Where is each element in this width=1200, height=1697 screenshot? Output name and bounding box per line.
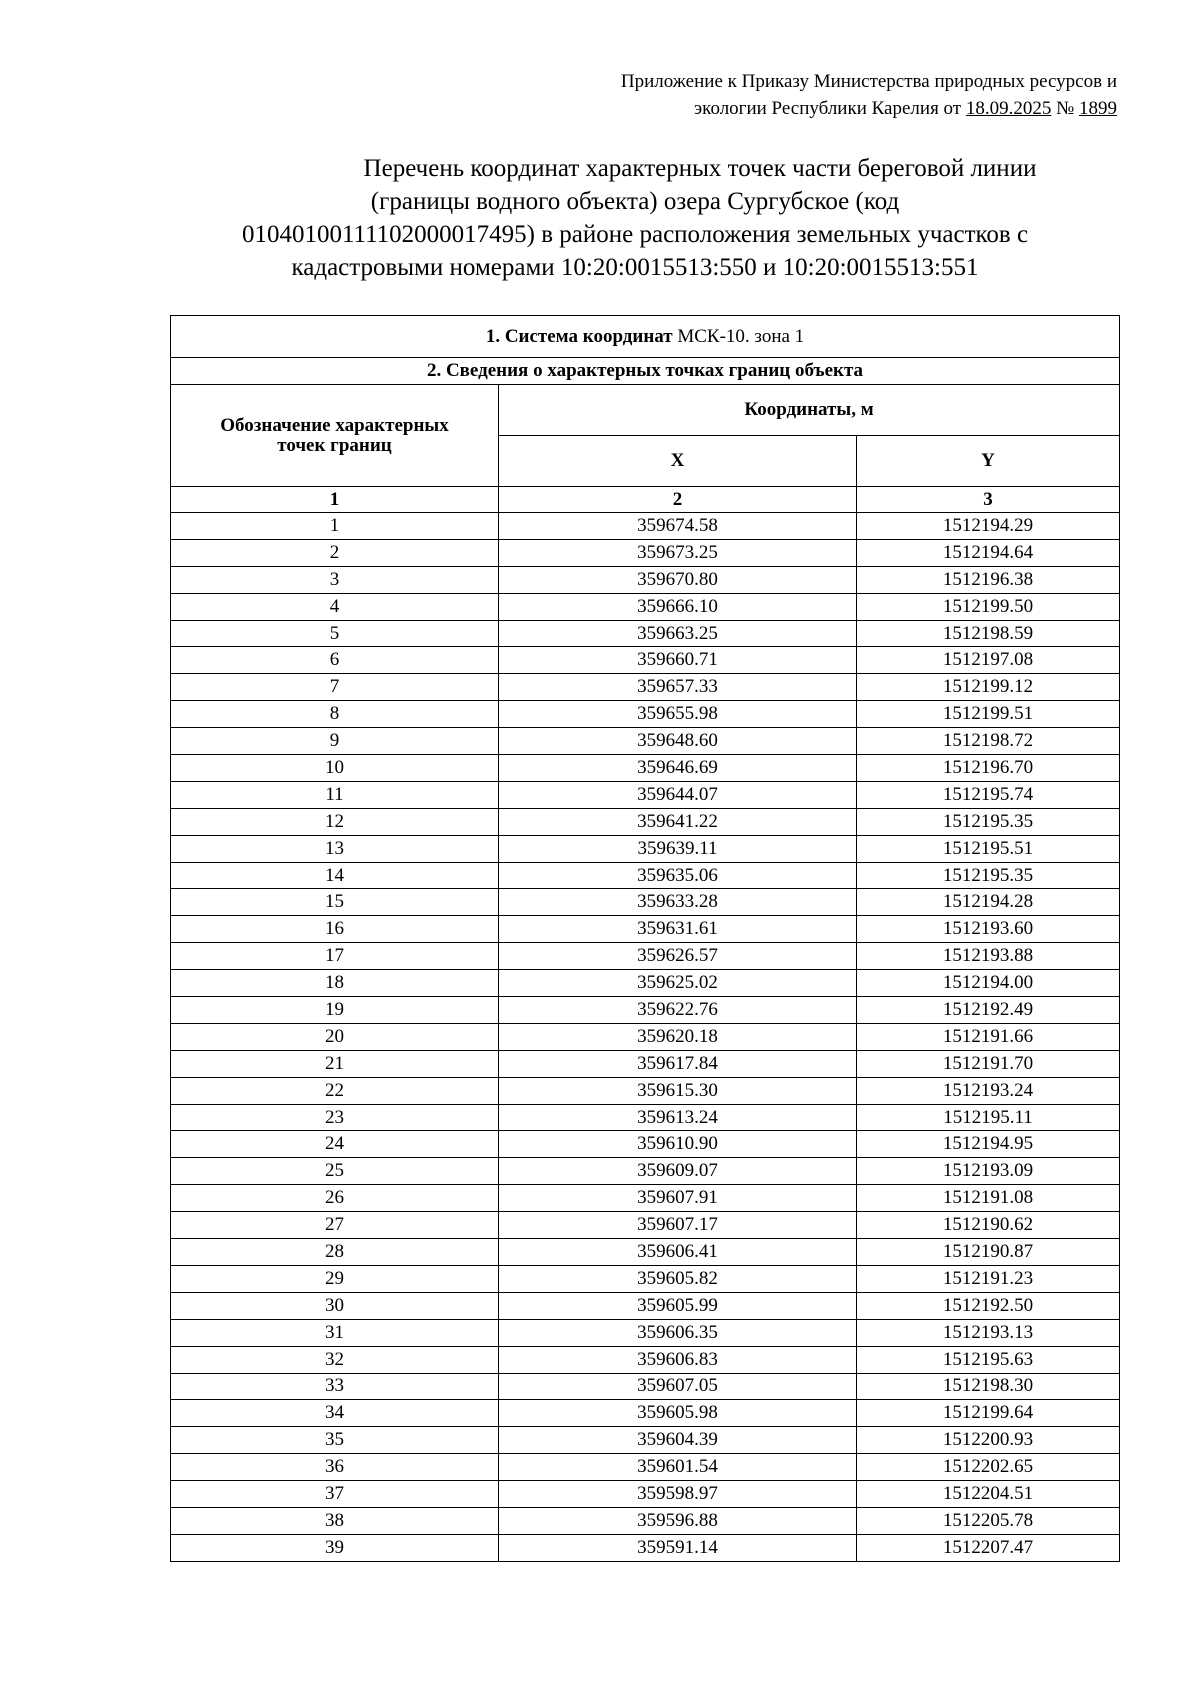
section-title-row: [171, 358, 1120, 385]
point-id-cell: 23: [171, 1104, 499, 1131]
table-row: [171, 1212, 1120, 1239]
table-row: [171, 916, 1120, 943]
x-coordinate-cell: 359609.07: [499, 1158, 857, 1185]
y-coordinate-cell: 1512195.35: [857, 862, 1120, 889]
x-coordinate-cell: 359644.07: [499, 781, 857, 808]
table-row: [171, 997, 1120, 1024]
x-coordinate-cell: 359646.69: [499, 755, 857, 782]
point-id-cell: 24: [171, 1131, 499, 1158]
point-id-cell: 6: [171, 647, 499, 674]
y-coordinate-cell: 1512191.08: [857, 1185, 1120, 1212]
header-y: Y: [857, 436, 1120, 487]
x-coordinate-cell: 359601.54: [499, 1454, 857, 1481]
point-id-cell: 37: [171, 1481, 499, 1508]
table-row: [171, 1400, 1120, 1427]
point-id-cell: 14: [171, 862, 499, 889]
point-id-cell: 17: [171, 943, 499, 970]
y-coordinate-cell: 1512198.30: [857, 1373, 1120, 1400]
coordinate-system-label: 1. Система координат: [485, 325, 673, 347]
y-coordinate-cell: 1512195.74: [857, 781, 1120, 808]
y-coordinate-cell: 1512207.47: [857, 1534, 1120, 1561]
point-id-cell: 21: [171, 1050, 499, 1077]
column-number-2: 2: [499, 487, 857, 513]
x-coordinate-cell: 359631.61: [499, 916, 857, 943]
table-row: [171, 1131, 1120, 1158]
x-coordinate-cell: 359607.91: [499, 1185, 857, 1212]
y-coordinate-cell: 1512191.23: [857, 1265, 1120, 1292]
x-coordinate-cell: 359598.97: [499, 1481, 857, 1508]
x-coordinate-cell: 359633.28: [499, 889, 857, 916]
y-coordinate-cell: 1512194.29: [857, 513, 1120, 540]
y-coordinate-cell: 1512193.88: [857, 943, 1120, 970]
table-row: [171, 1373, 1120, 1400]
x-coordinate-cell: 359635.06: [499, 862, 857, 889]
y-coordinate-cell: 1512194.95: [857, 1131, 1120, 1158]
title-line-4: кадастровыми номерами 10:20:0015513:550 и 10:20:0015513:551: [291, 254, 979, 281]
x-coordinate-cell: 359607.05: [499, 1373, 857, 1400]
table-row: [171, 1050, 1120, 1077]
header-coordinates: Координаты, м: [499, 385, 1120, 436]
header-x: X: [499, 436, 857, 487]
table-row: [171, 1534, 1120, 1561]
section-title: 2. Сведения о характерных точках границ объекта: [171, 358, 1120, 385]
table-row: [171, 1239, 1120, 1266]
y-coordinate-cell: 1512195.63: [857, 1346, 1120, 1373]
y-coordinate-cell: 1512193.09: [857, 1158, 1120, 1185]
table-row: [171, 1481, 1120, 1508]
point-id-cell: 35: [171, 1427, 499, 1454]
table-row: [171, 1265, 1120, 1292]
x-coordinate-cell: 359617.84: [499, 1050, 857, 1077]
point-id-cell: 11: [171, 781, 499, 808]
point-id-cell: 10: [171, 755, 499, 782]
table-row: [171, 620, 1120, 647]
y-coordinate-cell: 1512195.51: [857, 835, 1120, 862]
point-id-cell: 3: [171, 566, 499, 593]
y-coordinate-cell: 1512190.87: [857, 1239, 1120, 1266]
point-id-cell: 1: [171, 513, 499, 540]
table-row: [171, 1158, 1120, 1185]
x-coordinate-cell: 359605.82: [499, 1265, 857, 1292]
y-coordinate-cell: 1512192.50: [857, 1292, 1120, 1319]
number-sign: №: [1051, 98, 1079, 119]
table-row: [171, 513, 1120, 540]
point-id-cell: 5: [171, 620, 499, 647]
table-row: [171, 1507, 1120, 1534]
y-coordinate-cell: 1512191.70: [857, 1050, 1120, 1077]
y-coordinate-cell: 1512199.50: [857, 593, 1120, 620]
point-id-cell: 8: [171, 701, 499, 728]
x-coordinate-cell: 359606.41: [499, 1239, 857, 1266]
y-coordinate-cell: 1512197.08: [857, 647, 1120, 674]
table-row: [171, 1454, 1120, 1481]
table-row: [171, 728, 1120, 755]
point-id-cell: 16: [171, 916, 499, 943]
x-coordinate-cell: 359666.10: [499, 593, 857, 620]
x-coordinate-cell: 359615.30: [499, 1077, 857, 1104]
y-coordinate-cell: 1512202.65: [857, 1454, 1120, 1481]
point-id-cell: 33: [171, 1373, 499, 1400]
point-id-cell: 22: [171, 1077, 499, 1104]
header-point-designation: Обозначение характерных точек границ: [171, 385, 499, 487]
table-row: [171, 566, 1120, 593]
x-coordinate-cell: 359605.98: [499, 1400, 857, 1427]
table-row: [171, 1185, 1120, 1212]
point-id-cell: 29: [171, 1265, 499, 1292]
point-id-cell: 13: [171, 835, 499, 862]
y-coordinate-cell: 1512196.38: [857, 566, 1120, 593]
table-row: [171, 1023, 1120, 1050]
x-coordinate-cell: 359610.90: [499, 1131, 857, 1158]
y-coordinate-cell: 1512194.28: [857, 889, 1120, 916]
x-coordinate-cell: 359655.98: [499, 701, 857, 728]
appendix-note-prefix: экологии Республики Карелия от: [694, 98, 966, 119]
table-row: [171, 835, 1120, 862]
point-id-cell: 19: [171, 997, 499, 1024]
y-coordinate-cell: 1512194.00: [857, 970, 1120, 997]
table-row: [171, 593, 1120, 620]
table-row: [171, 970, 1120, 997]
order-date: 18.09.2025: [965, 98, 1052, 119]
x-coordinate-cell: 359641.22: [499, 808, 857, 835]
table-row: [171, 1104, 1120, 1131]
coordinates-table: [170, 315, 1120, 1562]
table-row: [171, 943, 1120, 970]
x-coordinate-cell: 359674.58: [499, 513, 857, 540]
point-id-cell: 32: [171, 1346, 499, 1373]
x-coordinate-cell: 359663.25: [499, 620, 857, 647]
table-row: [171, 1346, 1120, 1373]
x-coordinate-cell: 359620.18: [499, 1023, 857, 1050]
x-coordinate-cell: 359596.88: [499, 1507, 857, 1534]
column-number-1: 1: [171, 487, 499, 513]
point-id-cell: 25: [171, 1158, 499, 1185]
y-coordinate-cell: 1512204.51: [857, 1481, 1120, 1508]
y-coordinate-cell: 1512195.35: [857, 808, 1120, 835]
x-coordinate-cell: 359622.76: [499, 997, 857, 1024]
x-coordinate-cell: 359606.83: [499, 1346, 857, 1373]
coordinate-system-cell: [171, 316, 1120, 358]
table-row: [171, 781, 1120, 808]
column-number-3: 3: [857, 487, 1120, 513]
table-row: [171, 701, 1120, 728]
order-number: 1899: [1079, 98, 1117, 119]
point-id-cell: 18: [171, 970, 499, 997]
x-coordinate-cell: 359606.35: [499, 1319, 857, 1346]
table-row: [171, 1292, 1120, 1319]
title-line-3: 01040100111102000017495) в районе расположения земельных участков с: [241, 221, 1029, 248]
point-id-cell: 15: [171, 889, 499, 916]
title-line-2: (границы водного объекта) озера Сургубское (код: [370, 188, 900, 215]
table-row: [171, 1077, 1120, 1104]
y-coordinate-cell: 1512194.64: [857, 539, 1120, 566]
point-id-cell: 12: [171, 808, 499, 835]
y-coordinate-cell: 1512199.12: [857, 674, 1120, 701]
y-coordinate-cell: 1512193.13: [857, 1319, 1120, 1346]
y-coordinate-cell: 1512198.59: [857, 620, 1120, 647]
point-id-cell: 38: [171, 1507, 499, 1534]
coordinate-system-value: МСК-10. зона 1: [672, 325, 805, 347]
x-coordinate-cell: 359648.60: [499, 728, 857, 755]
table-row: [171, 808, 1120, 835]
y-coordinate-cell: 1512195.11: [857, 1104, 1120, 1131]
y-coordinate-cell: 1512192.49: [857, 997, 1120, 1024]
document-title: [150, 152, 1120, 284]
title-line-1: Перечень координат характерных точек части береговой линии: [363, 155, 1037, 182]
point-id-cell: 28: [171, 1239, 499, 1266]
point-id-cell: 26: [171, 1185, 499, 1212]
point-id-cell: 30: [171, 1292, 499, 1319]
point-id-cell: 31: [171, 1319, 499, 1346]
x-coordinate-cell: 359613.24: [499, 1104, 857, 1131]
table-row: [171, 862, 1120, 889]
appendix-note-line1: Приложение к Приказу Министерства природных ресурсов и: [620, 71, 1117, 92]
table-row: [171, 647, 1120, 674]
table-row: [171, 889, 1120, 916]
y-coordinate-cell: 1512196.70: [857, 755, 1120, 782]
y-coordinate-cell: 1512190.62: [857, 1212, 1120, 1239]
header-row: [171, 385, 1120, 436]
y-coordinate-cell: 1512200.93: [857, 1427, 1120, 1454]
y-coordinate-cell: 1512198.72: [857, 728, 1120, 755]
point-id-cell: 39: [171, 1534, 499, 1561]
x-coordinate-cell: 359625.02: [499, 970, 857, 997]
column-number-row: [171, 487, 1120, 513]
x-coordinate-cell: 359605.99: [499, 1292, 857, 1319]
point-id-cell: 36: [171, 1454, 499, 1481]
x-coordinate-cell: 359604.39: [499, 1427, 857, 1454]
y-coordinate-cell: 1512199.64: [857, 1400, 1120, 1427]
y-coordinate-cell: 1512205.78: [857, 1507, 1120, 1534]
x-coordinate-cell: 359639.11: [499, 835, 857, 862]
x-coordinate-cell: 359673.25: [499, 539, 857, 566]
point-id-cell: 4: [171, 593, 499, 620]
x-coordinate-cell: 359657.33: [499, 674, 857, 701]
appendix-note-line2: [417, 95, 1117, 122]
point-id-cell: 20: [171, 1023, 499, 1050]
point-id-cell: 34: [171, 1400, 499, 1427]
table-row: [171, 1427, 1120, 1454]
x-coordinate-cell: 359607.17: [499, 1212, 857, 1239]
x-coordinate-cell: 359670.80: [499, 566, 857, 593]
table-row: [171, 539, 1120, 566]
x-coordinate-cell: 359591.14: [499, 1534, 857, 1561]
y-coordinate-cell: 1512199.51: [857, 701, 1120, 728]
x-coordinate-cell: 359626.57: [499, 943, 857, 970]
table-row: [171, 755, 1120, 782]
point-id-cell: 27: [171, 1212, 499, 1239]
point-id-cell: 2: [171, 539, 499, 566]
y-coordinate-cell: 1512193.24: [857, 1077, 1120, 1104]
x-coordinate-cell: 359660.71: [499, 647, 857, 674]
appendix-note: [417, 68, 1117, 122]
table-row: [171, 1319, 1120, 1346]
point-id-cell: 9: [171, 728, 499, 755]
y-coordinate-cell: 1512193.60: [857, 916, 1120, 943]
point-id-cell: 7: [171, 674, 499, 701]
coordinate-system-row: [171, 316, 1120, 358]
y-coordinate-cell: 1512191.66: [857, 1023, 1120, 1050]
table-row: [171, 674, 1120, 701]
